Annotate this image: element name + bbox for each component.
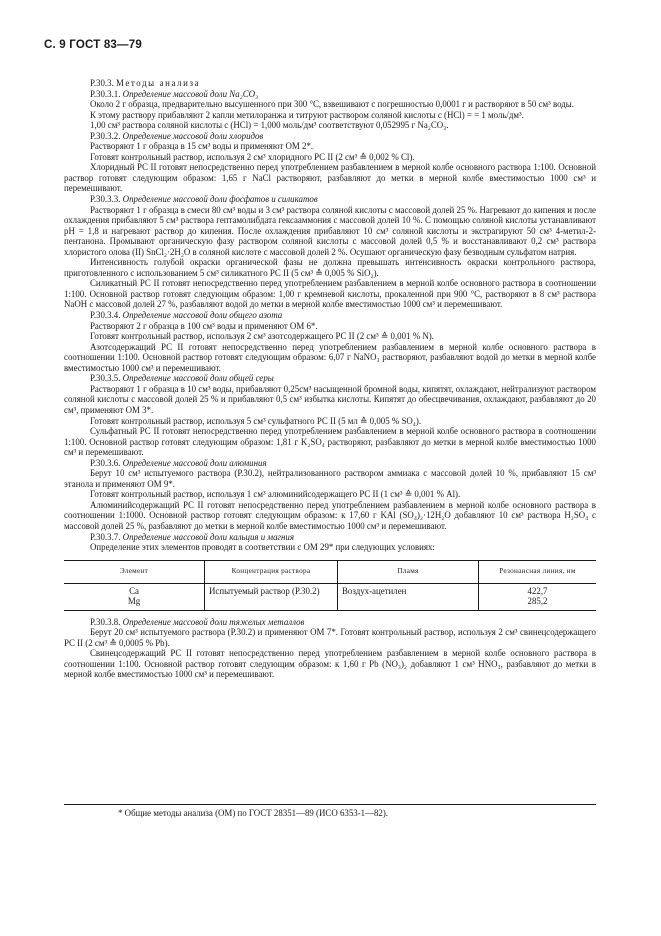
section-number: Р.30.3.1. (90, 88, 123, 99)
paragraph: Берут 10 см³ испытуемого раствора (Р.30.2), нейтрализованного раствором аммиака с массовой долей 10 %, прибавляют 15 см³ этанола и применяют ОМ 9*. (64, 468, 596, 489)
paragraph: К этому раствору прибавляют 2 капли метилоранжа и титруют раствором соляной кислоты с (HCl) = = 1 моль/дм³. (90, 109, 524, 120)
section-number: Р.30.3.3. (90, 194, 123, 205)
table-header-cell: Элемент (64, 560, 205, 583)
section-number: Р.30.3.4. (90, 310, 123, 321)
paragraph: Свинецсодержащий РС II готовят непосредственно перед употреблением разбавлением в мерной колбе основного раствора в соотношении 1:100. Основной раствор готовят следующим образом: к 1,60 г Pb (NO₃)₂ добавляют 1 см³ HNO₃, разбавляют до метки в мерной колбе вместимостью 1000 см³ и перемешивают. (64, 648, 596, 680)
section-number: Р.30.3.8. (90, 616, 123, 627)
paragraph: Алюминийсодержащий РС II готовят непосредственно перед употреблением разбавлением в мерной колбе основного раствора в соотношении 1:1000. Основной раствор готовят следующим образом: к 17,60 г KAl (SO₄)₂·12H₂O добавляют 10 см³ раствора H₂SO₄ с массовой долей 25 %, разбавляют до метки в мерной колбе вместимостью 1000 см³ и перемешивают. (64, 499, 596, 531)
subsection-heading (64, 310, 596, 321)
paragraph: Определение этих элементов проводят в соответствии с ОМ 29* при следующих условиях: (90, 542, 435, 553)
section-title: Определение массовой доли кальция и магния (122, 531, 294, 542)
section-title: Определение массовой доли Na₂CO₃ (122, 88, 259, 99)
paragraph: Растворяют 1 г образца в 10 см³ воды, прибавляют 0,25см³ насыщенной бромной воды, кипятят, охлаждают, нейтрализуют раствором соляной кислоты с массовой долей 25 % и прибавляют 0,5 см³ избытка кислоты. Кипятят до обесцвечивания, охлаждают, разбавляют до 20 см³, применяют ОМ 3*. (64, 383, 596, 415)
section-title: Определение массовой доли тяжелых металлов (122, 616, 305, 627)
subsection-heading (64, 131, 596, 142)
element-ca: Ca (129, 585, 139, 596)
paragraph: Сульфатный РС II готовят непосредственно перед употреблением разбавлением в мерной колбе основного раствора в соотношении 1:100. Основной раствор готовят следующим образом: 1,81 г K₂SO₄ растворяют, разбавляют до метки в мерной колбе вместимостью 1000 см³ и перемешивают. (64, 426, 596, 458)
page-header: С. 9 ГОСТ 83—79 (44, 39, 142, 51)
paragraph: Готовят контрольный раствор, используя 1 см³ алюминийсодержащего РС II (1 см³ ≙ 0,001 % Al). (90, 489, 461, 500)
paragraph: Готовят контрольный раствор, используя 5 см³ сульфатного РС II (5 мл ≙ 0,005 % SO₄). (90, 415, 422, 426)
element-cell (64, 583, 205, 610)
table-header-row (64, 560, 596, 583)
section-title: Определение массовой доли общего азота (122, 310, 283, 321)
subsection-heading (64, 194, 596, 205)
document-body (64, 78, 596, 680)
resonance-line-ca: 422,7 (527, 585, 548, 596)
paragraph: 1,00 см³ раствора соляной кислоты с (HCl) = 1,000 моль/дм³ соответствуют 0,052995 г Na₂CO₃. (90, 120, 449, 131)
paragraph: Растворяют 2 г образца в 100 см³ воды и применяют ОМ 6*. (90, 320, 318, 331)
paragraph: Берут 20 см³ испытуемого раствора (Р.30.2) и применяют ОМ 7*. Готовят контрольный раствор, используя 2 см³ свинецсодержащего РС II (2 см³ ≙ 0,0005 % Pb). (64, 627, 596, 648)
section-heading (64, 78, 596, 89)
text-section-before-table (64, 78, 596, 553)
table-header-cell: Пламя (338, 560, 479, 583)
resonance-line-mg: 285,2 (527, 596, 548, 607)
section-title: Определение массовой доли фосфатов и силикатов (122, 194, 318, 205)
footnote-divider (64, 804, 596, 805)
footnote: * Общие методы анализа (ОМ) по ГОСТ 28351—89 (ИСО 6353-1—82). (118, 808, 389, 818)
paragraph: Интенсивность голубой окраски органической фазы не должна превышать интенсивность окраски контрольного раствора, приготовленного с использованием 5 см³ силикатного РС II (5 см³ ≙ 0,005 % SiO₂). (64, 257, 596, 278)
section-title: Определение массовой доли хлоридов (122, 130, 264, 141)
section-number: Р.30.3.6. (90, 457, 123, 468)
table-header-cell: Резонансная линия, нм (479, 560, 597, 583)
subsection-heading (64, 458, 596, 469)
flame-cell: Воздух-ацетилен (338, 583, 479, 610)
section-number: Р.30.3. (90, 78, 117, 88)
paragraph: Растворяют 1 г образца в 15 см³ воды и применяют ОМ 2*. (90, 141, 314, 152)
paragraph: Около 2 г образца, предварительно высушенного при 300 °C, взвешивают с погрешностью 0,0001 г и растворяют в 50 см³ воды. (90, 99, 574, 110)
paragraph: Готовят контрольный раствор, используя 2 см³ хлоридного РС II (2 см³ ≙ 0,002 % Cl). (90, 151, 415, 162)
section-title: Методы анализа (116, 78, 201, 88)
elements-table (64, 560, 596, 611)
element-mg: Mg (127, 596, 141, 607)
subsection-heading (64, 532, 596, 543)
paragraph: Растворяют 1 г образца в смеси 80 см³ воды и 3 см³ раствора соляной кислоты с массовой долей 25 %. Нагревают до кипения и после охлаждения прибавляют 5 см³ раствора гептамолибдата гексааммония с массовой долей 10 %. С помощью соляной кислоты устанавливают pH = 1,8 и нагревают раствор до кипения. После охлаждения прибавляют 10 см³ соляной кислоты и экстрагируют 50 см³ 4-метил-2-пентанона. Промывают органическую фазу раствором соляной кислоты с массовой долей 0,5 % и восстанавливают 0,2 см³ раствора хлористого олова (II) SnCl₂·2H₂O в соляной кислоте с массовой долей 2 %. Осушают органическую фазу безводным сульфатом натрия. (64, 204, 596, 257)
subsection-heading (64, 89, 596, 100)
text-section-after-table (64, 617, 596, 680)
section-number: Р.30.3.7. (90, 531, 123, 542)
table-row (64, 583, 596, 610)
section-number: Р.30.3.2. (90, 130, 123, 141)
table-header-cell: Концентрация раствора (205, 560, 338, 583)
paragraph: Азотсодержащий РС II готовят непосредственно перед употреблением разбавлением в мерной колбе основного раствора в соотношении 1:100. Основной раствор готовят следующим образом: 6,07 г NaNO₃ растворяют, разбавляют водой до метки в мерной колбе вместимостью 1000 см³ и перемешивают. (64, 341, 596, 373)
subsection-heading (64, 617, 596, 628)
section-number: Р.30.3.5. (90, 373, 123, 384)
concentration-cell: Испытуемый раствор (Р.30.2) (205, 583, 338, 610)
section-title: Определение массовой доли общей серы (122, 373, 274, 384)
paragraph: Хлоридный РС II готовят непосредственно перед употреблением разбавлением в мерной колбе основного раствора 1:100. Основной раствор готовят следующим образом: 1,65 г NaCl растворяют, разбавляют до метки в мерной колбе вместимостью 1000 см³ и перемешивают. (64, 162, 596, 194)
paragraph: Готовят контрольный раствор, используя 2 см³ азотсодержащего РС II (2 см³ ≙ 0,001 % N). (90, 331, 434, 342)
resonance-line-cell (479, 583, 597, 610)
paragraph: Силикатный РС II готовят непосредственно перед употреблением разбавлением в мерной колбе основного раствора в соотношении 1:100. Основной раствор готовят следующим образом: 1,00 г кремневой кислоты, прокаленной при 900 °C, растворяют в 8 см³ раствора NaOH с массовой долей 27 %, разбавляют водой до метки в мерной колбе вместимостью 1000 см³ и перемешивают. (64, 278, 596, 310)
section-title: Определение массовой доли алюминия (122, 457, 267, 468)
subsection-heading (64, 373, 596, 384)
